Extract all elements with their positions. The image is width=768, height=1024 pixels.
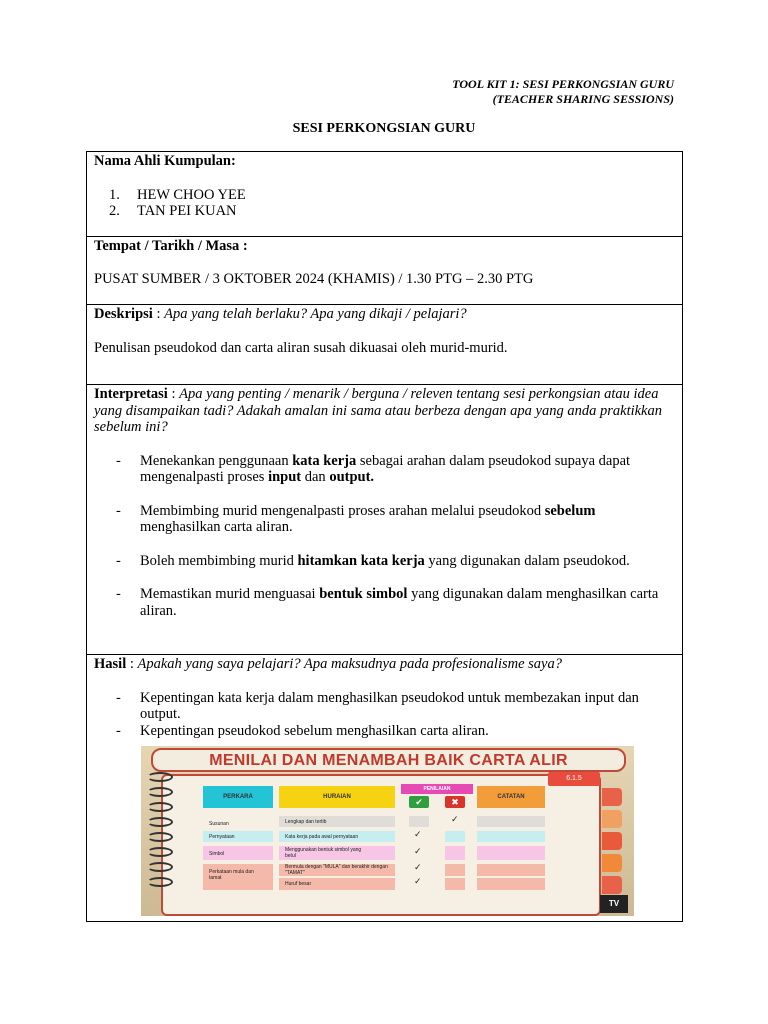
interpretation-item-text	[140, 453, 674, 486]
yes-icon: ✔	[409, 796, 429, 808]
bold-run: input	[268, 469, 302, 485]
ring-icon	[147, 802, 173, 812]
members-list	[94, 187, 674, 220]
description-prompt: Apa yang telah berlaku? Apa yang dikaji / pelajari?	[164, 306, 467, 322]
row-catatan-bg	[477, 878, 545, 890]
description-heading	[94, 306, 674, 323]
interpretation-item	[94, 503, 674, 536]
notebook-tabs	[602, 788, 622, 898]
check-icon: ✓	[414, 862, 422, 872]
description-separator: :	[152, 306, 165, 322]
text-run: Membimbing murid mengenalpasti proses arahan melalui pseudokod	[140, 502, 545, 519]
result-item	[94, 690, 674, 723]
text-run: dan	[301, 469, 330, 485]
row-perkara: Susunan	[209, 821, 229, 827]
interpretation-prompt: Apa yang penting / menarik / berguna / releven tentang sesi perkongsian atau idea yang disampaikan tadi? Adakah amalan ini sama atau berbeza dengan apa yang anda praktikkan sebelum ini?	[94, 386, 662, 435]
row-perkara: Pernyataan	[209, 834, 235, 840]
col-huraian: HURAIAN	[279, 786, 395, 808]
ring-icon	[147, 847, 173, 857]
dash-bullet: -	[116, 552, 121, 569]
dash-bullet: -	[116, 722, 121, 739]
member-item	[94, 203, 674, 220]
row-huraian: Huruf besar	[285, 881, 312, 887]
member-item	[94, 187, 674, 204]
member-name: TAN PEI KUAN	[137, 203, 237, 219]
row-huraian: Kata kerja pada awal pernyataan	[285, 834, 359, 840]
result-item-text: Kepentingan pseudokod sebelum menghasilkan carta aliran.	[140, 722, 489, 739]
tab-marker	[602, 810, 622, 828]
interpretation-item	[94, 553, 674, 570]
bold-run: hitamkan kata kerja	[297, 552, 425, 569]
toolkit-line-2: (TEACHER SHARING SESSIONS)	[492, 92, 674, 106]
interpretation-label: Interpretasi	[94, 386, 168, 402]
check-icon: ✓	[414, 829, 422, 839]
dash-bullet: -	[116, 502, 121, 519]
row-no-bg	[445, 864, 465, 876]
notebook-rings	[147, 772, 177, 892]
col-catatan: CATATAN	[477, 786, 545, 808]
interpretation-item-text	[140, 586, 674, 619]
row-yes-bg	[409, 816, 429, 827]
ring-icon	[147, 787, 173, 797]
members-label: Nama Ahli Kumpulan:	[94, 153, 236, 169]
col-perkara: PERKARA	[203, 786, 273, 808]
interpretation-item-text	[140, 553, 674, 570]
row-huraian: Bermula dengan "MULA" dan berakhir dengan "TAMAT"	[285, 864, 388, 876]
interpretation-item	[94, 586, 674, 619]
text-run: Boleh membimbing murid	[140, 552, 298, 569]
toolkit-heading	[452, 77, 674, 107]
text-run: sebagai arahan dalam pseudokod supaya dapat mengenalpasti proses	[140, 452, 631, 485]
member-number: 2.	[109, 203, 120, 219]
document-title: SESI PERKONGSIAN GURU	[292, 121, 476, 136]
members-section	[87, 152, 682, 237]
ring-icon	[147, 832, 173, 842]
toolkit-line-1: TOOL KIT 1: SESI PERKONGSIAN GURU	[452, 77, 674, 91]
description-section	[87, 305, 682, 385]
row-catatan-bg	[477, 864, 545, 876]
bold-run: bentuk simbol	[319, 586, 408, 602]
slide-badge: 6.1.5	[548, 772, 600, 786]
no-icon: ✖	[445, 796, 465, 808]
slide-banner-text: MENILAI DAN MENAMBAH BAIK CARTA ALIR	[209, 752, 568, 769]
row-no-bg	[445, 878, 465, 890]
row-catatan-bg	[477, 816, 545, 827]
tv-logo: TV	[600, 895, 628, 913]
row-no-bg	[445, 831, 465, 842]
tab-marker	[602, 876, 622, 894]
row-perkara: Simbol	[209, 851, 225, 857]
result-heading	[94, 656, 674, 673]
row-catatan-bg	[477, 846, 545, 860]
check-icon: ✓	[414, 846, 422, 856]
description-label: Deskripsi	[94, 306, 153, 322]
interpretation-item	[94, 453, 674, 486]
col-penilaian: PENILAIAN	[401, 784, 473, 794]
dash-bullet: -	[116, 689, 121, 706]
venue-label: Tempat / Tarikh / Masa :	[94, 238, 248, 254]
result-prompt: Apakah yang saya pelajari? Apa maksudnya pada profesionalisme saya?	[137, 656, 562, 672]
slide-banner	[151, 748, 626, 772]
venue-value: PUSAT SUMBER / 3 OKTOBER 2024 (KHAMIS) / 1.30 PTG – 2.30 PTG	[94, 270, 534, 287]
row-huraian: Lengkap dan tertib	[285, 819, 327, 825]
ring-icon	[147, 862, 173, 872]
bold-run: output.	[329, 469, 375, 485]
row-catatan-bg	[477, 831, 545, 842]
check-icon: ✓	[414, 876, 422, 886]
row-perkara: Perkataan mula dan tamat	[209, 869, 254, 881]
ring-icon	[147, 772, 173, 782]
member-number: 1.	[109, 186, 120, 203]
row-huraian: Menggunakan bentuk simbol yang betul	[285, 847, 362, 859]
interpretation-separator: :	[167, 386, 180, 402]
interpretation-section	[87, 385, 682, 655]
dash-bullet: -	[116, 586, 121, 602]
text-run: yang digunakan dalam menghasilkan carta aliran.	[140, 586, 659, 619]
text-run: menghasilkan carta aliran.	[140, 519, 293, 535]
ring-icon	[147, 877, 173, 887]
description-text: Penulisan pseudokod dan carta aliran susah dikuasai oleh murid-murid.	[94, 339, 508, 356]
result-item	[94, 723, 674, 740]
dash-bullet: -	[116, 452, 121, 469]
ring-icon	[147, 817, 173, 827]
tab-marker	[602, 788, 622, 806]
row-no-bg	[445, 846, 465, 860]
text-run: Menekankan penggunaan	[140, 452, 293, 469]
check-icon: ✓	[451, 814, 459, 824]
interpretation-item-text	[140, 503, 674, 536]
bold-run: sebelum	[544, 502, 596, 519]
tab-marker	[602, 832, 622, 850]
bold-run: kata kerja	[292, 452, 357, 469]
interpretation-heading	[94, 386, 674, 436]
result-label: Hasil	[94, 656, 127, 672]
result-item-text: Kepentingan kata kerja dalam menghasilkan pseudokod untuk membezakan input dan output.	[140, 689, 639, 722]
venue-section	[87, 237, 682, 305]
text-run: yang digunakan dalam pseudokod.	[424, 552, 630, 569]
result-separator: :	[126, 656, 138, 672]
member-name: HEW CHOO YEE	[137, 186, 246, 203]
text-run: Memastikan murid menguasai	[140, 586, 320, 602]
flowchart-evaluation-slide	[141, 746, 634, 916]
tab-marker	[602, 854, 622, 872]
